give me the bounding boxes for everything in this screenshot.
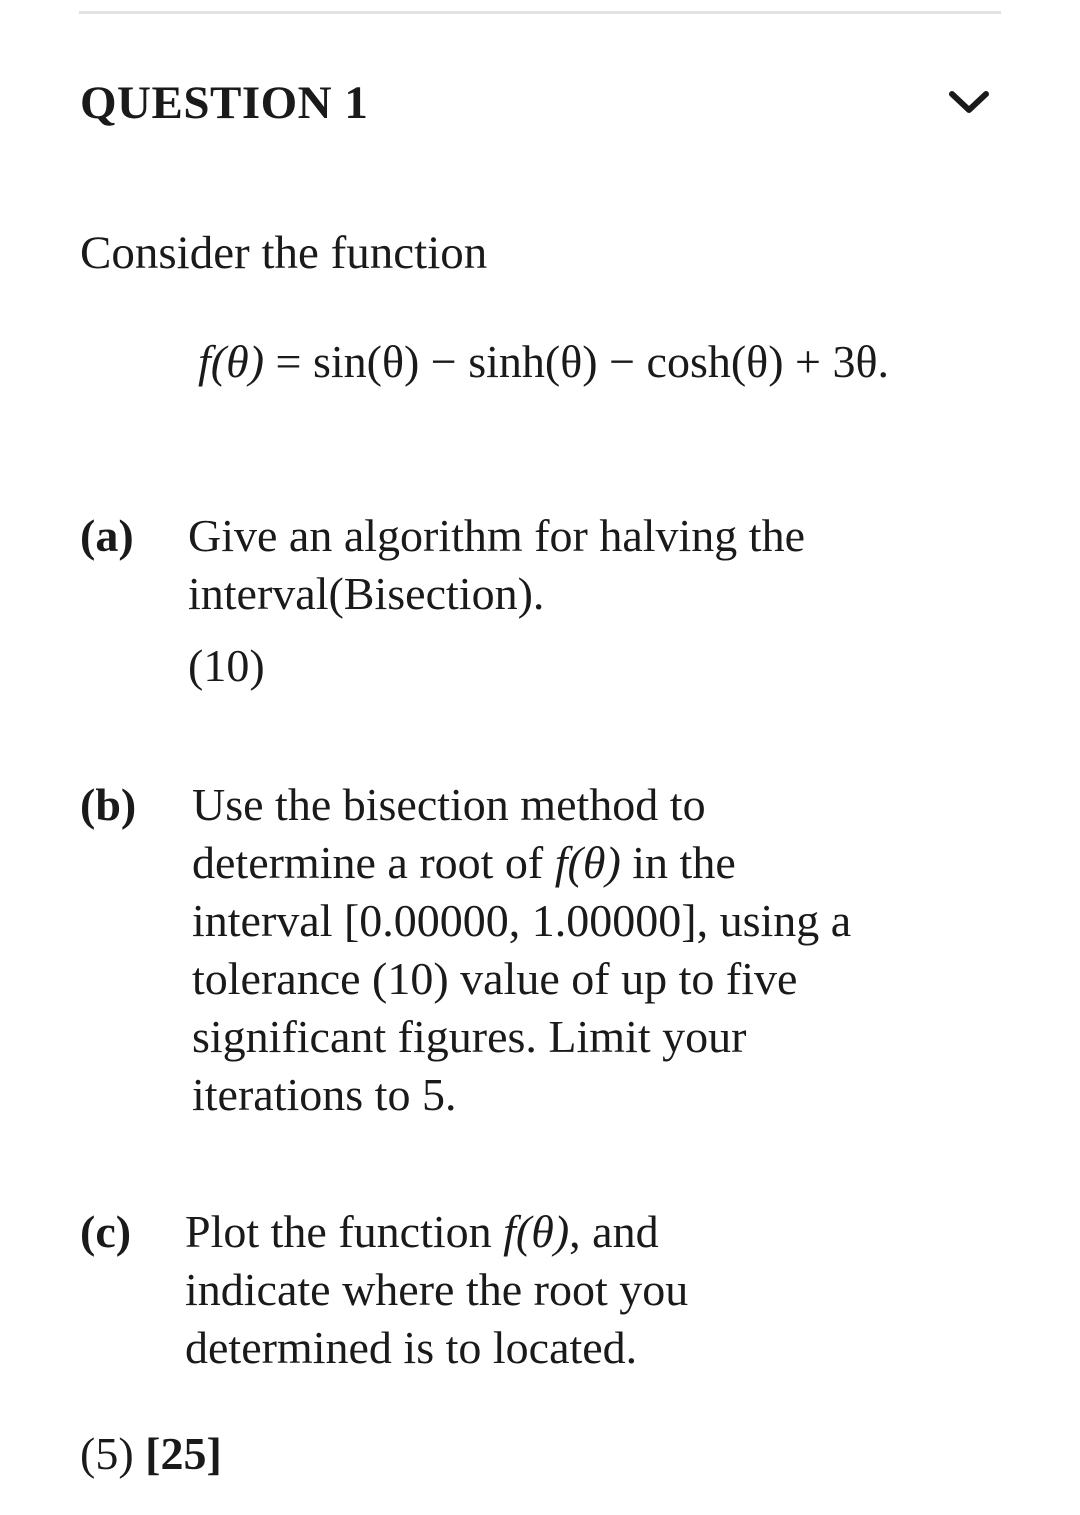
part-line: Plot the function f(θ), and (185, 1206, 659, 1257)
part-b (80, 776, 1000, 1136)
part-text (185, 1203, 688, 1377)
part-marks: (10) (188, 640, 265, 691)
part-line: Give an algorithm for halving the (188, 510, 806, 561)
part-text (192, 776, 851, 1124)
part-line: determine a root of f(θ) in the (192, 837, 736, 888)
collapse-toggle-button[interactable] (948, 88, 990, 118)
part-label: (a) (80, 510, 134, 561)
part-line: tolerance (10) value of up to five (192, 953, 798, 1004)
part-line: indicate where the root you (185, 1264, 689, 1315)
footer-marks (80, 1424, 222, 1484)
function-formula (198, 332, 889, 392)
part-line: interval [0.00000, 1.00000], using a (192, 895, 852, 946)
part-label: (b) (80, 779, 137, 830)
part-a (80, 507, 1000, 697)
part-line: iterations to 5. (192, 1069, 457, 1120)
chevron-down-icon (948, 88, 990, 118)
part-line: interval(Bisection). (188, 568, 545, 619)
part-line: determined is to located. (185, 1322, 638, 1373)
question-title: QUESTION 1 (80, 77, 369, 129)
part-label: (c) (80, 1206, 132, 1257)
part-line: Use the bisection method to (192, 779, 706, 830)
formula-rhs: = sin(θ) − sinh(θ) − cosh(θ) + 3θ. (275, 336, 890, 387)
question-total: [25] (145, 1428, 222, 1479)
top-divider (79, 11, 1001, 14)
formula-lhs: f(θ) (198, 336, 265, 387)
part-line: significant figures. Limit your (192, 1011, 747, 1062)
intro-text: Consider the function (80, 227, 488, 279)
part-c (80, 1203, 1000, 1383)
part-c-marks: (5) (80, 1428, 134, 1479)
part-text (188, 507, 805, 695)
